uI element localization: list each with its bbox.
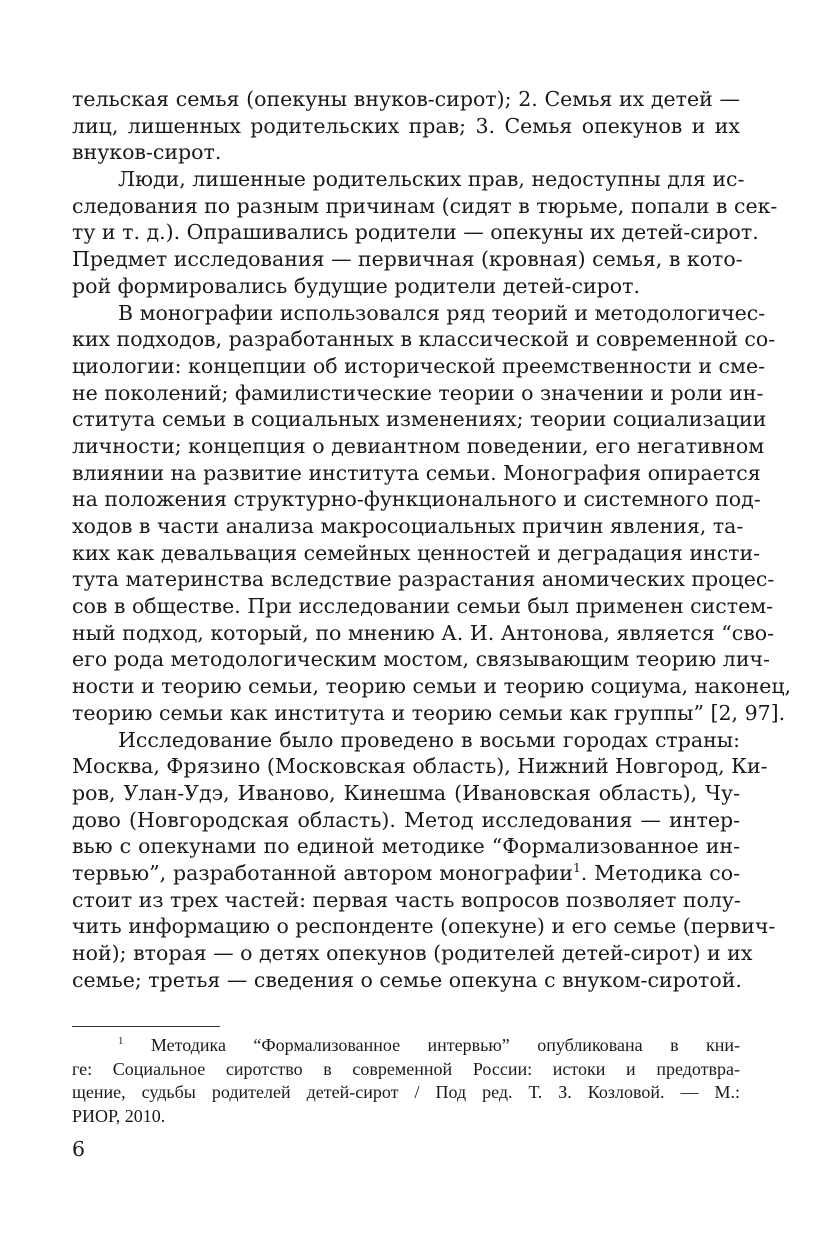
- text-line: семье; третья — сведения о семье опекуна с внуком-сиротой.: [72, 967, 742, 992]
- footnote: [72, 1034, 740, 1128]
- text-line: Предмет исследования — первичная (кровная) семья, в кото-: [72, 247, 743, 272]
- footnote-text: Методика “Формализованное интервью” опубликована в кни-: [150, 1035, 741, 1055]
- text-line: рой формировались будущие родители детей-сирот.: [72, 273, 641, 298]
- text-line: ту и т. д.). Опрашивались родители — опекуны их детей-сирот.: [72, 220, 759, 245]
- paragraph-2: [72, 166, 778, 299]
- footnote-line: щение, судьбы родителей детей-сирот / Под ред. Т. З. Козловой. — М.:: [72, 1082, 740, 1102]
- text-line: циологии: концепции об исторической преемственности и сме-: [72, 353, 766, 378]
- text-line-with-footnote-ref: [72, 860, 740, 887]
- text-line: теорию семьи как института и теорию семьи как группы” [2, 97].: [72, 700, 786, 725]
- text-line: сов в обществе. При исследовании семьи был применен систем-: [72, 594, 774, 619]
- text-line: ститута семьи в социальных изменениях; теории социализации: [72, 407, 767, 432]
- text-line: на положения структурно-функционального и системного под-: [72, 487, 761, 512]
- text-line: лиц, лишенных родительских прав; 3. Семья опекунов и их: [72, 113, 740, 138]
- text-line: дово (Новгородская область). Метод исследования — интер-: [72, 807, 740, 832]
- text-line: не поколений; фамилистические теории о значении и роли ин-: [72, 380, 764, 405]
- text-line: ров, Улан-Удэ, Иваново, Кинешма (Ивановская область), Чу-: [72, 780, 740, 805]
- text-line: В монографии использовался ряд теорий и методологичес-: [118, 300, 766, 325]
- text-line: стоит из трех частей: первая часть вопросов позволяет полу-: [72, 887, 741, 912]
- text-line: ходов в части анализа макросоциальных причин явления, та-: [72, 514, 744, 538]
- text-fragment: тервью”, разработанной автором монографии: [72, 860, 573, 885]
- footnote-reference[interactable]: 1: [572, 861, 581, 876]
- text-fragment: . Методика со-: [580, 860, 740, 885]
- text-line: его рода методологическим мостом, связывающим теорию лич-: [72, 647, 770, 672]
- text-line: личности; концепция о девиантном поведении, его негативном: [72, 433, 765, 458]
- footnote-line: РИОР, 2010.: [72, 1105, 166, 1126]
- footnote-mark: 1: [118, 1035, 124, 1047]
- text-line: тута материнства вследствие разрастания аномических процес-: [72, 567, 775, 592]
- text-line: вью с опекунами по единой методике “Формализованное ин-: [72, 834, 740, 859]
- page-number: 6: [72, 1137, 86, 1161]
- text-line: Исследование было проведено в восьми городах страны:: [118, 727, 740, 752]
- page-body: [72, 86, 792, 993]
- footnote-line: [72, 1034, 740, 1058]
- text-line: влиянии на развитие института семьи. Монография опирается: [72, 460, 761, 485]
- text-line: ких как девальвация семейных ценностей и деградация инсти-: [72, 540, 761, 565]
- text-line: следования по разным причинам (сидят в тюрьме, попали в сек-: [72, 193, 778, 218]
- paragraph-1: [72, 86, 740, 166]
- text-line: тельская семья (опекуны внуков-сирот); 2. Семья их детей —: [72, 87, 740, 111]
- text-line: ких подходов, разработанных в классической и современной со-: [72, 327, 776, 352]
- text-line: ности и теорию семьи, теорию семьи и теорию социума, наконец,: [72, 674, 792, 699]
- text-line: чить информацию о респонденте (опекуне) и его семье (первич-: [72, 914, 776, 939]
- footnote-separator: [72, 1026, 220, 1027]
- text-line: Москва, Фрязино (Московская область), Нижний Новгород, Ки-: [72, 754, 768, 779]
- footnote-line: ге: Социальное сиротство в современной России: истоки и предотвра-: [72, 1058, 740, 1079]
- text-line: ный подход, который, по мнению А. И. Антонова, является “сво-: [72, 620, 775, 645]
- text-line: ной); вторая — о детях опекунов (родителей детей-сирот) и их: [72, 941, 753, 965]
- text-line: внуков-сирот.: [72, 140, 222, 165]
- paragraph-3: [72, 300, 792, 727]
- text-line: Люди, лишенные родительских прав, недоступны для ис-: [118, 167, 745, 192]
- paragraph-4: [72, 727, 776, 994]
